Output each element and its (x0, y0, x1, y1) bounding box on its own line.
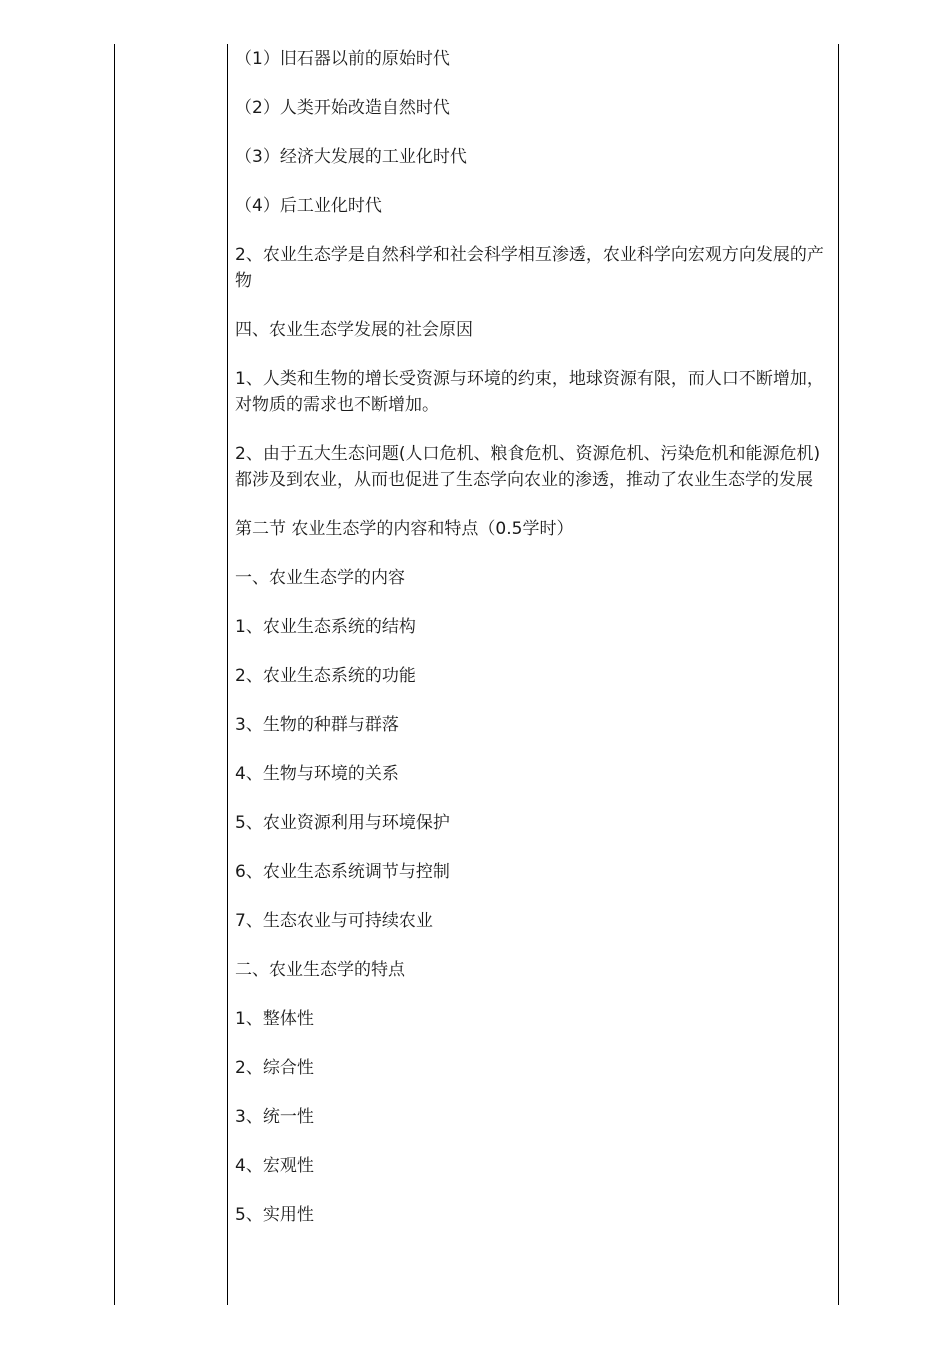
section-heading-features: 二、农业生态学的特点 (235, 960, 405, 980)
social-cause-1: 1、人类和生物的增长受资源与环境的约束，地球资源有限，而人口不断增加，对物质的需求也不断增加。 (235, 369, 824, 415)
section-heading-content: 一、农业生态学的内容 (235, 568, 405, 588)
content-item-4: 4、生物与环境的关系 (235, 764, 399, 784)
feature-item-1: 1、整体性 (235, 1009, 314, 1029)
content-item-2: 2、农业生态系统的功能 (235, 666, 416, 686)
section-heading-social-causes: 四、农业生态学发展的社会原因 (235, 320, 473, 340)
feature-item-4: 4、宏观性 (235, 1156, 314, 1176)
content-item-3: 3、生物的种群与群落 (235, 715, 399, 735)
lesson-content-cell (235, 44, 830, 1251)
social-cause-2: 2、由于五大生态问题(人口危机、粮食危机、资源危机、污染危机和能源危机)都涉及到农业，从而也促进了生态学向农业的渗透，推动了农业生态学的发展 (235, 444, 821, 490)
table-border-right (838, 44, 839, 1305)
era-item-4: （4）后工业化时代 (235, 196, 382, 216)
era-item-3: （3）经济大发展的工业化时代 (235, 147, 467, 167)
discipline-origin-point: 2、农业生态学是自然科学和社会科学相互渗透，农业科学向宏观方向发展的产物 (235, 245, 824, 291)
content-item-1: 1、农业生态系统的结构 (235, 617, 416, 637)
era-item-2: （2）人类开始改造自然时代 (235, 98, 450, 118)
content-item-5: 5、农业资源利用与环境保护 (235, 813, 450, 833)
feature-item-2: 2、综合性 (235, 1058, 314, 1078)
feature-item-3: 3、统一性 (235, 1107, 314, 1127)
content-item-6: 6、农业生态系统调节与控制 (235, 862, 450, 882)
chapter-section-title: 第二节 农业生态学的内容和特点（0.5学时） (235, 519, 574, 539)
table-border-middle (227, 44, 228, 1305)
era-item-1: （1）旧石器以前的原始时代 (235, 49, 450, 69)
content-item-7: 7、生态农业与可持续农业 (235, 911, 433, 931)
feature-item-5: 5、实用性 (235, 1205, 314, 1225)
table-border-left (114, 44, 115, 1305)
